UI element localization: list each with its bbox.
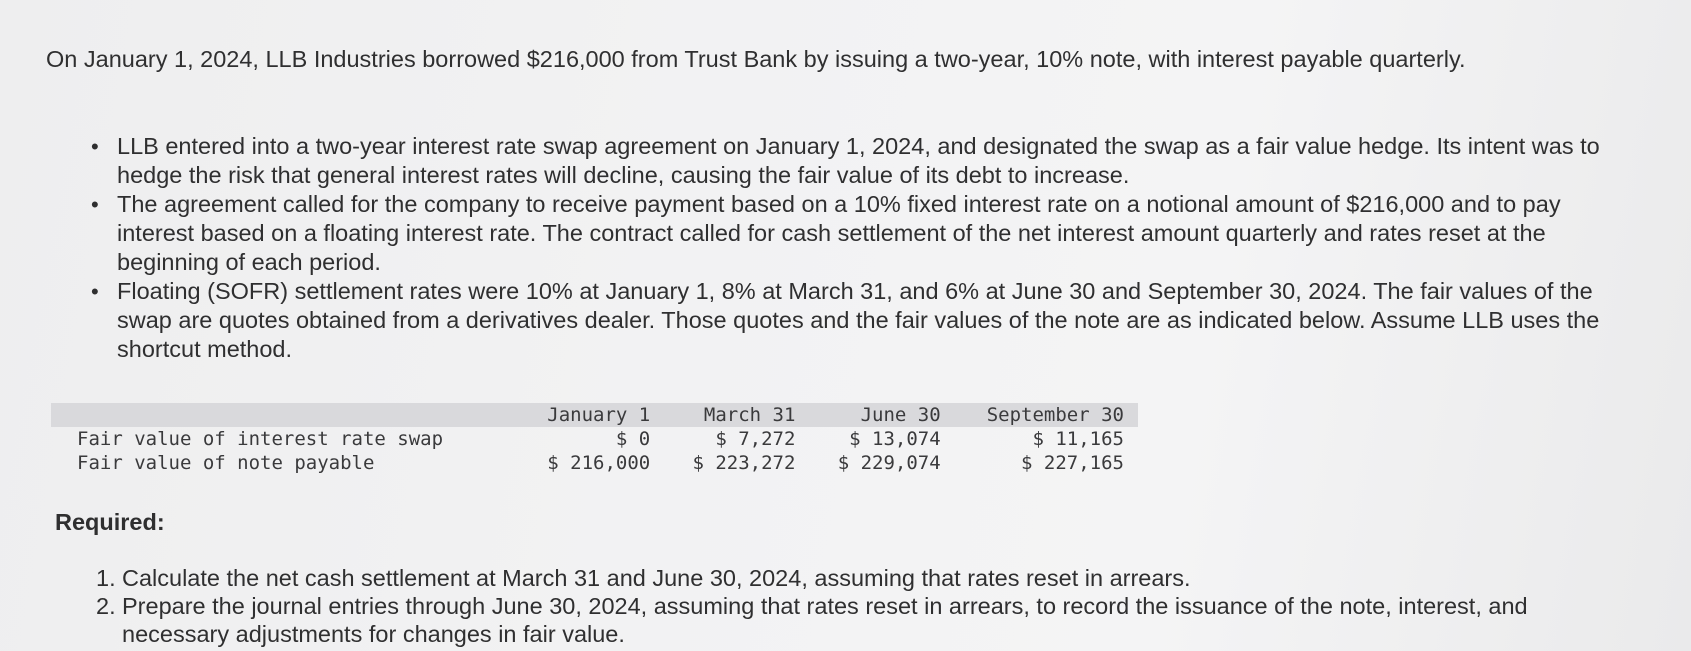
table-header-cell: September 30 bbox=[986, 404, 1124, 426]
table-cell: $ 223,272 bbox=[692, 452, 796, 474]
list-item bbox=[85, 132, 1605, 190]
required-heading: Required: bbox=[55, 509, 165, 535]
list-item bbox=[96, 592, 1616, 648]
bullet-icon: • bbox=[91, 279, 99, 304]
table-row bbox=[51, 427, 1138, 451]
list-item-text: Calculate the net cash settlement at March 31 and June 30, 2024, assuming that rates reset in arrears. bbox=[122, 565, 1191, 591]
facts-list bbox=[85, 132, 1605, 364]
row-label: Fair value of interest rate swap bbox=[77, 428, 444, 450]
table-cell: $ 11,165 bbox=[1032, 428, 1124, 450]
requirements-list bbox=[96, 564, 1616, 648]
bullet-icon: • bbox=[91, 192, 99, 217]
table-cell: $ 7,272 bbox=[715, 428, 796, 450]
list-item-text: Prepare the journal entries through June 30, 2024, assuming that rates reset in arrears, to record the issuance of the note, interest, and necessary adjustments for changes in fair value. bbox=[122, 593, 1528, 647]
item-number: 1. bbox=[96, 565, 116, 591]
bullet-icon: • bbox=[91, 134, 99, 159]
row-label: Fair value of note payable bbox=[77, 452, 375, 474]
table-row bbox=[51, 451, 1138, 475]
list-item-text: The agreement called for the company to receive payment based on a 10% fixed interest rate on a notional amount of $216,000 and to pay interest based on a floating interest rate. The contract called for cash settlement of the net interest amount quarterly and rates reset at the beginning of each period. bbox=[117, 191, 1561, 275]
list-item bbox=[85, 277, 1605, 364]
problem-intro: On January 1, 2024, LLB Industries borrowed $216,000 from Trust Bank by issuing a two-year, 10% note, with interest payable quarterly. bbox=[46, 46, 1466, 72]
table-cell: $ 216,000 bbox=[547, 452, 651, 474]
table-cell: $ 227,165 bbox=[1021, 452, 1124, 474]
table-header-cell bbox=[51, 403, 519, 427]
list-item bbox=[85, 190, 1605, 277]
table-cell: $ 229,074 bbox=[837, 452, 941, 474]
table-header-cell: March 31 bbox=[703, 404, 796, 426]
list-item bbox=[96, 564, 1616, 592]
table-cell: $ 0 bbox=[615, 428, 651, 450]
fair-value-table bbox=[51, 403, 1138, 475]
item-number: 2. bbox=[96, 593, 116, 619]
table-header-cell: January 1 bbox=[547, 404, 651, 426]
list-item-text: LLB entered into a two-year interest rate swap agreement on January 1, 2024, and designated the swap as a fair value hedge. Its intent was to hedge the risk that general interest rates will decline, causing the fair value of its debt to increase. bbox=[117, 133, 1600, 188]
table-header-cell: June 30 bbox=[860, 404, 941, 426]
list-item-text: Floating (SOFR) settlement rates were 10% at January 1, 8% at March 31, and 6% at June 30 and September 30, 2024. The fair values of the swap are quotes obtained from a derivatives dealer. Those quotes and the fair values of the note are as indicated below. Assume LLB uses the shortcut method. bbox=[117, 278, 1600, 362]
table-header-row bbox=[51, 403, 1138, 427]
table-cell: $ 13,074 bbox=[849, 428, 941, 450]
